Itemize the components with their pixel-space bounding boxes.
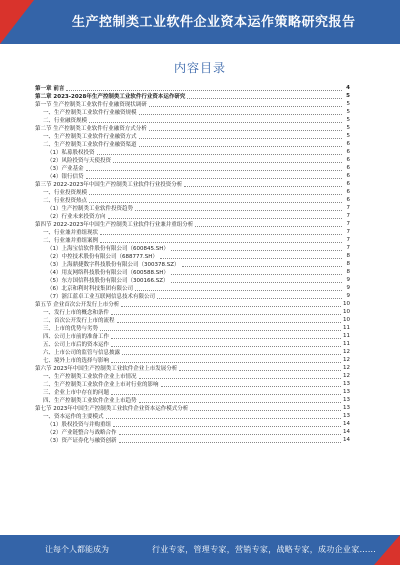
- toc-entry-page: 11: [343, 325, 350, 331]
- toc-entry-label: 第四节 2022-2023年中国生产控制类工业软件行业兼并重组分析: [35, 222, 194, 228]
- toc-entry-page: 5: [346, 93, 350, 99]
- toc-leader-dots: [139, 402, 341, 403]
- toc-entry[interactable]: [35, 164, 350, 172]
- toc-leader-dots: [89, 202, 342, 203]
- toc-entry[interactable]: [35, 364, 350, 372]
- toc-leader-dots: [119, 442, 341, 443]
- toc-entry-page: 13: [343, 389, 350, 395]
- toc-entry-page: 6: [346, 181, 350, 187]
- toc-entry-page: 6: [346, 141, 350, 147]
- toc-entry-page: 6: [346, 189, 350, 195]
- toc-entry[interactable]: [35, 380, 350, 388]
- toc-leader-dots: [89, 122, 342, 123]
- toc-entry[interactable]: [35, 188, 350, 196]
- toc-leader-dots: [139, 146, 342, 147]
- toc-entry-label: （6）北京和利时科技集团有限公司: [47, 286, 134, 292]
- toc-entry-page: 9: [346, 293, 350, 299]
- toc-leader-dots: [160, 258, 342, 259]
- toc-entry[interactable]: [35, 220, 350, 228]
- toc-entry-page: 7: [346, 205, 350, 211]
- toc-leader-dots: [111, 338, 341, 339]
- toc-entry[interactable]: [35, 228, 350, 236]
- toc-leader-dots: [182, 266, 342, 267]
- toc-entry-label: 第三节 2022-2023年中国生产控制类工业软件行业投资分析: [35, 182, 183, 188]
- toc-entry-label: 一、行业兼并重组现状: [43, 230, 99, 236]
- toc-entry-label: （1）生产控制类工业软件投资趋势: [47, 206, 134, 212]
- toc-entry-label: （7）浙江蓝卓工业互联网信息技术有限公司: [47, 294, 156, 300]
- toc-entry[interactable]: [35, 108, 350, 116]
- toc-entry-page: 7: [346, 221, 350, 227]
- toc-entry-page: 9: [346, 285, 350, 291]
- toc-entry-label: 二、生产控制类工业软件行业融资渠道: [43, 142, 137, 148]
- toc-entry-label: （2）行业未来投资方向: [47, 214, 106, 220]
- toc-leader-dots: [100, 330, 341, 331]
- toc-leader-dots: [111, 346, 341, 347]
- toc-entry[interactable]: [35, 92, 350, 100]
- toc-entry-label: 第六节 2023年中国生产控制类工业软件企业上市发展分析: [35, 366, 178, 372]
- toc-entry-label: 第一节 生产控制类工业软件行业融资现状调研: [35, 102, 147, 108]
- toc-entry-page: 11: [343, 333, 350, 339]
- toc-entry-label: （2）产业链整合与战略合作: [47, 430, 117, 436]
- toc-entry-label: 五、公司上市后的资本运作: [43, 342, 110, 348]
- footer-brand: 让每个人都能成为: [45, 545, 109, 554]
- toc-entry-label: （3）资产证券化与融资创新: [47, 438, 117, 444]
- toc-entry-label: （3）产业基金: [47, 166, 84, 172]
- toc-leader-dots: [106, 418, 341, 419]
- toc-entry[interactable]: [35, 204, 350, 212]
- toc-leader-dots: [190, 410, 341, 411]
- toc-entry[interactable]: [35, 276, 350, 284]
- toc-leader-dots: [108, 218, 342, 219]
- toc-leader-dots: [149, 130, 342, 131]
- toc-entry-label: 三、企业上市中存在的问题: [43, 390, 110, 396]
- toc-leader-dots: [135, 210, 342, 211]
- toc-entry[interactable]: [35, 84, 350, 92]
- toc-entry-page: 5: [346, 109, 350, 115]
- toc-entry-label: （1）上海宝信软件股份有限公司（600845.SH）: [47, 246, 169, 252]
- toc-leader-dots: [195, 226, 342, 227]
- toc-entry-label: 一、生产控制类工业软件企业上市情况: [43, 374, 137, 380]
- toc-entry[interactable]: [35, 156, 350, 164]
- toc-entry-page: 13: [343, 381, 350, 387]
- toc-entry-label: 二、生产控制类工业软件企业上市对行业的影响: [43, 382, 159, 388]
- toc-entry-label: 一、资本运作的主要模式: [43, 414, 104, 420]
- toc-entry-page: 6: [346, 165, 350, 171]
- toc-leader-dots: [113, 162, 342, 163]
- toc-entry-label: （2）风险投资与天使投资: [47, 158, 112, 164]
- toc-entry[interactable]: [35, 388, 350, 396]
- toc-leader-dots: [97, 154, 343, 155]
- toc-entry-page: 6: [346, 149, 350, 155]
- toc-leader-dots: [86, 178, 343, 179]
- toc-entry-page: 12: [343, 357, 350, 363]
- toc-entry-page: 10: [343, 301, 350, 307]
- toc-entry-page: 5: [346, 117, 350, 123]
- toc-entry[interactable]: [35, 260, 350, 268]
- toc-leader-dots: [139, 114, 342, 115]
- toc-entry-page: 5: [346, 101, 350, 107]
- toc-entry-page: 5: [346, 133, 350, 139]
- toc-leader-dots: [100, 242, 342, 243]
- toc-entry[interactable]: [35, 124, 350, 132]
- toc-leader-dots: [119, 434, 341, 435]
- toc-entry-label: 二、行业兼并重组案例: [43, 238, 99, 244]
- toc-entry-page: 5: [346, 125, 350, 131]
- toc-entry-label: （1）私募股权投资: [47, 150, 95, 156]
- toc-entry[interactable]: [35, 100, 350, 108]
- toc-entry-page: 12: [343, 373, 350, 379]
- toc-entry-label: 第一章 前言: [35, 86, 65, 92]
- toc-entry[interactable]: [35, 284, 350, 292]
- toc-leader-dots: [149, 106, 342, 107]
- toc-entry-label: 一、生产控制类工业软件行业融资规模: [43, 110, 137, 116]
- toc-entry-label: 第五节 企业首次公开发行上市分析: [35, 302, 120, 308]
- toc-entry[interactable]: [35, 244, 350, 252]
- toc-leader-dots: [187, 98, 342, 99]
- toc-entry[interactable]: [35, 340, 350, 348]
- toc-leader-dots: [171, 282, 342, 283]
- toc-entry[interactable]: [35, 436, 350, 444]
- toc-entry-page: 13: [343, 397, 350, 403]
- toc-entry[interactable]: [35, 404, 350, 412]
- toc-entry[interactable]: [35, 308, 350, 316]
- toc-entry-label: 六、上市公司的监管与信息披露: [43, 350, 121, 356]
- toc-leader-dots: [179, 370, 341, 371]
- toc-entry-page: 6: [346, 173, 350, 179]
- toc-entry-page: 4: [346, 85, 350, 91]
- toc-leader-dots: [111, 394, 341, 395]
- toc-leader-dots: [171, 250, 342, 251]
- toc-entry-page: 7: [346, 245, 350, 251]
- toc-entry[interactable]: [35, 396, 350, 404]
- toc-entry-label: （3）上海鼎捷数字科技股份有限公司（300378.SZ）: [47, 262, 180, 268]
- toc-entry-page: 13: [343, 413, 350, 419]
- toc-entry-page: 12: [343, 365, 350, 371]
- page-footer: [0, 535, 400, 565]
- page-header: [0, 0, 400, 44]
- toc-entry-page: 11: [343, 341, 350, 347]
- toc-entry[interactable]: [35, 172, 350, 180]
- document-title: 生产控制类工业软件企业资本运作策略研究报告: [72, 15, 356, 30]
- toc-entry-page: 7: [346, 237, 350, 243]
- toc-entry-page: 8: [346, 253, 350, 259]
- toc-entry-page: 14: [343, 421, 350, 427]
- toc-entry[interactable]: [35, 132, 350, 140]
- toc-entry[interactable]: [35, 316, 350, 324]
- toc-entry-label: 四、公司上市前的准备工作: [43, 334, 110, 340]
- toc-entry[interactable]: [35, 348, 350, 356]
- toc-entry-label: （4）用友网络科技股份有限公司（600588.SH）: [47, 270, 169, 276]
- toc-entry-label: （1）股权投资与并购重组: [47, 422, 112, 428]
- toc-entry-page: 7: [346, 213, 350, 219]
- toc-leader-dots: [121, 306, 341, 307]
- table-of-contents: [35, 84, 350, 444]
- toc-leader-dots: [139, 378, 341, 379]
- toc-leader-dots: [86, 170, 343, 171]
- toc-entry[interactable]: [35, 324, 350, 332]
- toc-entry[interactable]: [35, 372, 350, 380]
- toc-entry-page: 8: [346, 269, 350, 275]
- toc-entry[interactable]: [35, 412, 350, 420]
- toc-entry[interactable]: [35, 332, 350, 340]
- toc-entry[interactable]: [35, 300, 350, 308]
- toc-entry-page: 14: [343, 429, 350, 435]
- toc-entry-label: 第二章 2023-2028年生产控制类工业软件行业资本运作研究: [35, 94, 186, 100]
- toc-entry-page: 6: [346, 157, 350, 163]
- toc-entry[interactable]: [35, 236, 350, 244]
- toc-leader-dots: [184, 186, 342, 187]
- toc-entry-label: 二、行业融资规模: [43, 118, 88, 124]
- toc-entry-page: 9: [346, 277, 350, 283]
- toc-entry-page: 13: [343, 405, 350, 411]
- toc-entry-label: 一、行业投资规模: [43, 190, 88, 196]
- toc-entry-page: 10: [343, 309, 350, 315]
- toc-leader-dots: [113, 426, 341, 427]
- toc-entry-label: 二、行业投资热点: [43, 198, 88, 204]
- toc-entry-label: 第七节 2023年中国生产控制类工业软件企业资本运作模式分析: [35, 406, 189, 412]
- toc-entry[interactable]: [35, 292, 350, 300]
- toc-entry-label: 四、生产控制类工业软件企业上市趋势: [43, 398, 137, 404]
- toc-entry-label: 三、上市的优势与劣势: [43, 326, 99, 332]
- toc-entry-label: 七、境外上市的选择与影响: [43, 358, 110, 364]
- toc-entry-page: 12: [343, 349, 350, 355]
- toc-entry[interactable]: [35, 268, 350, 276]
- toc-entry-label: 二、首次公开发行上市的流程: [43, 318, 115, 324]
- toc-entry[interactable]: [35, 148, 350, 156]
- toc-heading: 内容目录: [173, 61, 226, 75]
- toc-entry-label: （4）银行信贷: [47, 174, 84, 180]
- footer-corner-triangle: [374, 535, 400, 565]
- toc-leader-dots: [161, 386, 341, 387]
- toc-entry-label: （5）东方国信科技股份有限公司（300166.SZ）: [47, 278, 169, 284]
- toc-entry-label: （2）中控技术股份有限公司（688777.SH）: [47, 254, 158, 260]
- toc-leader-dots: [135, 290, 342, 291]
- toc-leader-dots: [157, 298, 342, 299]
- toc-entry[interactable]: [35, 196, 350, 204]
- toc-leader-dots: [122, 354, 341, 355]
- toc-entry-label: 一、发行上市的概念和条件: [43, 310, 110, 316]
- toc-entry[interactable]: [35, 140, 350, 148]
- toc-leader-dots: [89, 194, 342, 195]
- toc-leader-dots: [111, 362, 341, 363]
- toc-entry-label: 第二节 生产控制类工业软件行业融资方式分析: [35, 126, 147, 132]
- toc-entry[interactable]: [35, 356, 350, 364]
- toc-entry[interactable]: [35, 420, 350, 428]
- toc-entry-page: 14: [343, 437, 350, 443]
- toc-leader-dots: [100, 234, 342, 235]
- toc-entry-label: 一、生产控制类工业软件行业融资方式: [43, 134, 137, 140]
- toc-entry-page: 8: [346, 261, 350, 267]
- header-corner-triangle: [0, 0, 34, 44]
- toc-entry[interactable]: [35, 252, 350, 260]
- footer-tagline: 行业专家，管理专家，营销专家，战略专家，成功企业家……: [152, 545, 377, 554]
- toc-leader-dots: [66, 90, 342, 91]
- toc-leader-dots: [139, 138, 342, 139]
- toc-entry[interactable]: [35, 428, 350, 436]
- toc-leader-dots: [117, 322, 341, 323]
- toc-entry[interactable]: [35, 116, 350, 124]
- toc-entry[interactable]: [35, 180, 350, 188]
- toc-leader-dots: [171, 274, 342, 275]
- toc-entry-page: 6: [346, 197, 350, 203]
- toc-leader-dots: [111, 314, 341, 315]
- toc-entry-page: 10: [343, 317, 350, 323]
- toc-entry-page: 7: [346, 229, 350, 235]
- toc-entry[interactable]: [35, 212, 350, 220]
